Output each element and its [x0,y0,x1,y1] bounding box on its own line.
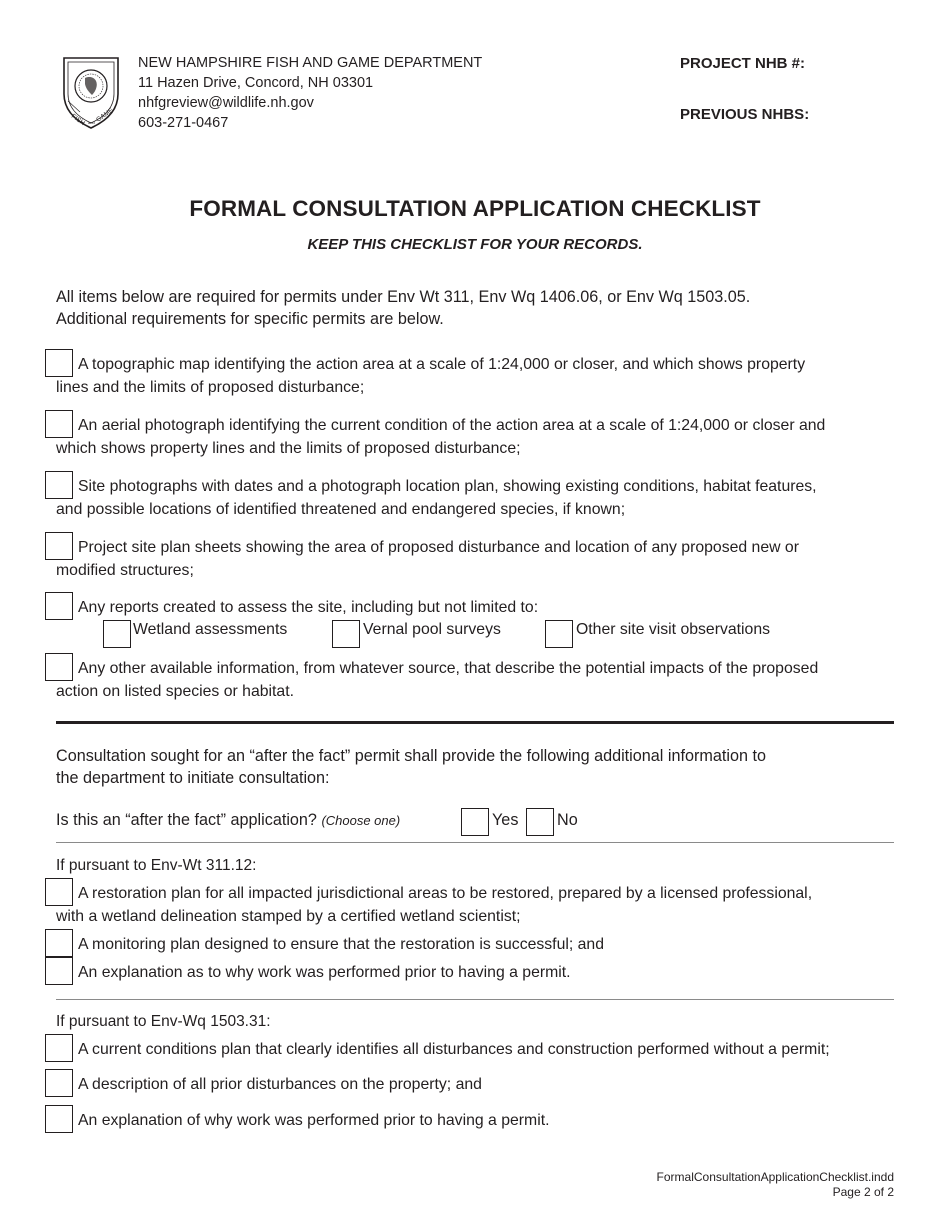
checklist-item-site-reports: Any reports created to assess the site, including but not limited to: [56,596,898,619]
wt-section-heading: If pursuant to Env-Wt 311.12: [56,857,257,874]
section-divider [56,721,894,724]
org-email: nhfgreview@wildlife.nh.gov [138,95,314,111]
checkbox[interactable] [545,620,573,648]
svg-text:GAME: GAME [95,106,115,124]
org-phone: 603-271-0467 [138,115,229,131]
svg-text:FISH: FISH [69,112,87,128]
after-fact-question: Is this an “after the fact” application? (Choose one) [56,811,401,829]
checklist-item-restoration-plan: A restoration plan for all impacted jurisdictional areas to be restored, prepared by a licensed professional, with a wetland delineation stamped by a certified wetland scientist; [56,882,898,928]
divider [56,842,894,843]
project-nhb-label: PROJECT NHB #: [680,55,806,72]
intro-text: All items below are required for permits under Env Wt 311, Env Wq 1406.06, or Env Wq 1503.05. Additional requirements for specific permits are below. [56,288,751,328]
page-title: FORMAL CONSULTATION APPLICATION CHECKLIST [189,196,761,221]
page-subtitle: KEEP THIS CHECKLIST FOR YOUR RECORDS. [307,236,643,253]
checkbox[interactable] [45,878,73,906]
checkbox[interactable] [45,471,73,499]
choose-one-hint: (Choose one) [321,813,401,828]
divider [56,999,894,1000]
checklist-item-aerial-photograph: An aerial photograph identifying the current condition of the action area at a scale of 1:24,000 or closer and which shows property lines and the limits of proposed disturbance; [56,414,898,460]
organization-info [138,53,482,133]
checklist-item-other-information: Any other available information, from whatever source, that describe the potential impacts of the proposed action on listed species or habitat. [56,657,898,703]
no-checkbox[interactable] [526,808,554,836]
checklist-item-wq-explanation: An explanation of why work was performed prior to having a permit. [56,1109,898,1132]
previous-nhbs-label: PREVIOUS NHBS: [680,106,810,123]
checkbox[interactable] [45,929,73,957]
checklist-item-current-conditions-plan: A current conditions plan that clearly identifies all disturbances and construction performed without a permit; [56,1038,898,1061]
checkbox[interactable] [45,957,73,985]
checklist-item-prior-disturbances: A description of all prior disturbances on the property; and [56,1073,898,1096]
footer-filename: FormalConsultationApplicationChecklist.indd [656,1170,894,1184]
checkbox[interactable] [45,653,73,681]
checkbox[interactable] [45,410,73,438]
org-address: 11 Hazen Drive, Concord, NH 03301 [138,75,374,91]
checkbox[interactable] [103,620,131,648]
checkbox[interactable] [45,1105,73,1133]
footer-page-number: Page 2 of 2 [832,1185,894,1199]
checklist-item-topographic-map: A topographic map identifying the action area at a scale of 1:24,000 or closer, and which shows property lines and the limits of proposed disturbance; [56,353,898,399]
checkbox[interactable] [45,592,73,620]
checklist-item-site-plan-sheets: Project site plan sheets showing the area of proposed disturbance and location of any proposed new or modified structures; [56,536,898,582]
checklist-item-monitoring-plan: A monitoring plan designed to ensure that the restoration is successful; and [56,933,898,956]
checkbox[interactable] [45,1034,73,1062]
fish-and-game-logo [58,54,124,130]
org-name: NEW HAMPSHIRE FISH AND GAME DEPARTMENT [138,55,483,71]
yes-checkbox[interactable] [461,808,489,836]
checkbox[interactable] [45,1069,73,1097]
checkbox[interactable] [45,532,73,560]
checklist-item-wt-explanation: An explanation as to why work was performed prior to having a permit. [56,961,898,984]
checkbox[interactable] [45,349,73,377]
yes-label: Yes [492,811,519,829]
no-label: No [557,811,578,829]
checklist-item-site-photographs: Site photographs with dates and a photograph location plan, showing existing conditions, habitat features, and possible locations of identified threatened and endangered species, if known; [56,475,898,521]
svg-text:and: and [88,120,95,125]
page-footer [657,1170,894,1200]
wq-section-heading: If pursuant to Env-Wq 1503.31: [56,1013,271,1030]
checkbox[interactable] [332,620,360,648]
after-fact-intro: Consultation sought for an “after the fact” permit shall provide the following additional information to the department to initiate consultation: [56,747,766,787]
